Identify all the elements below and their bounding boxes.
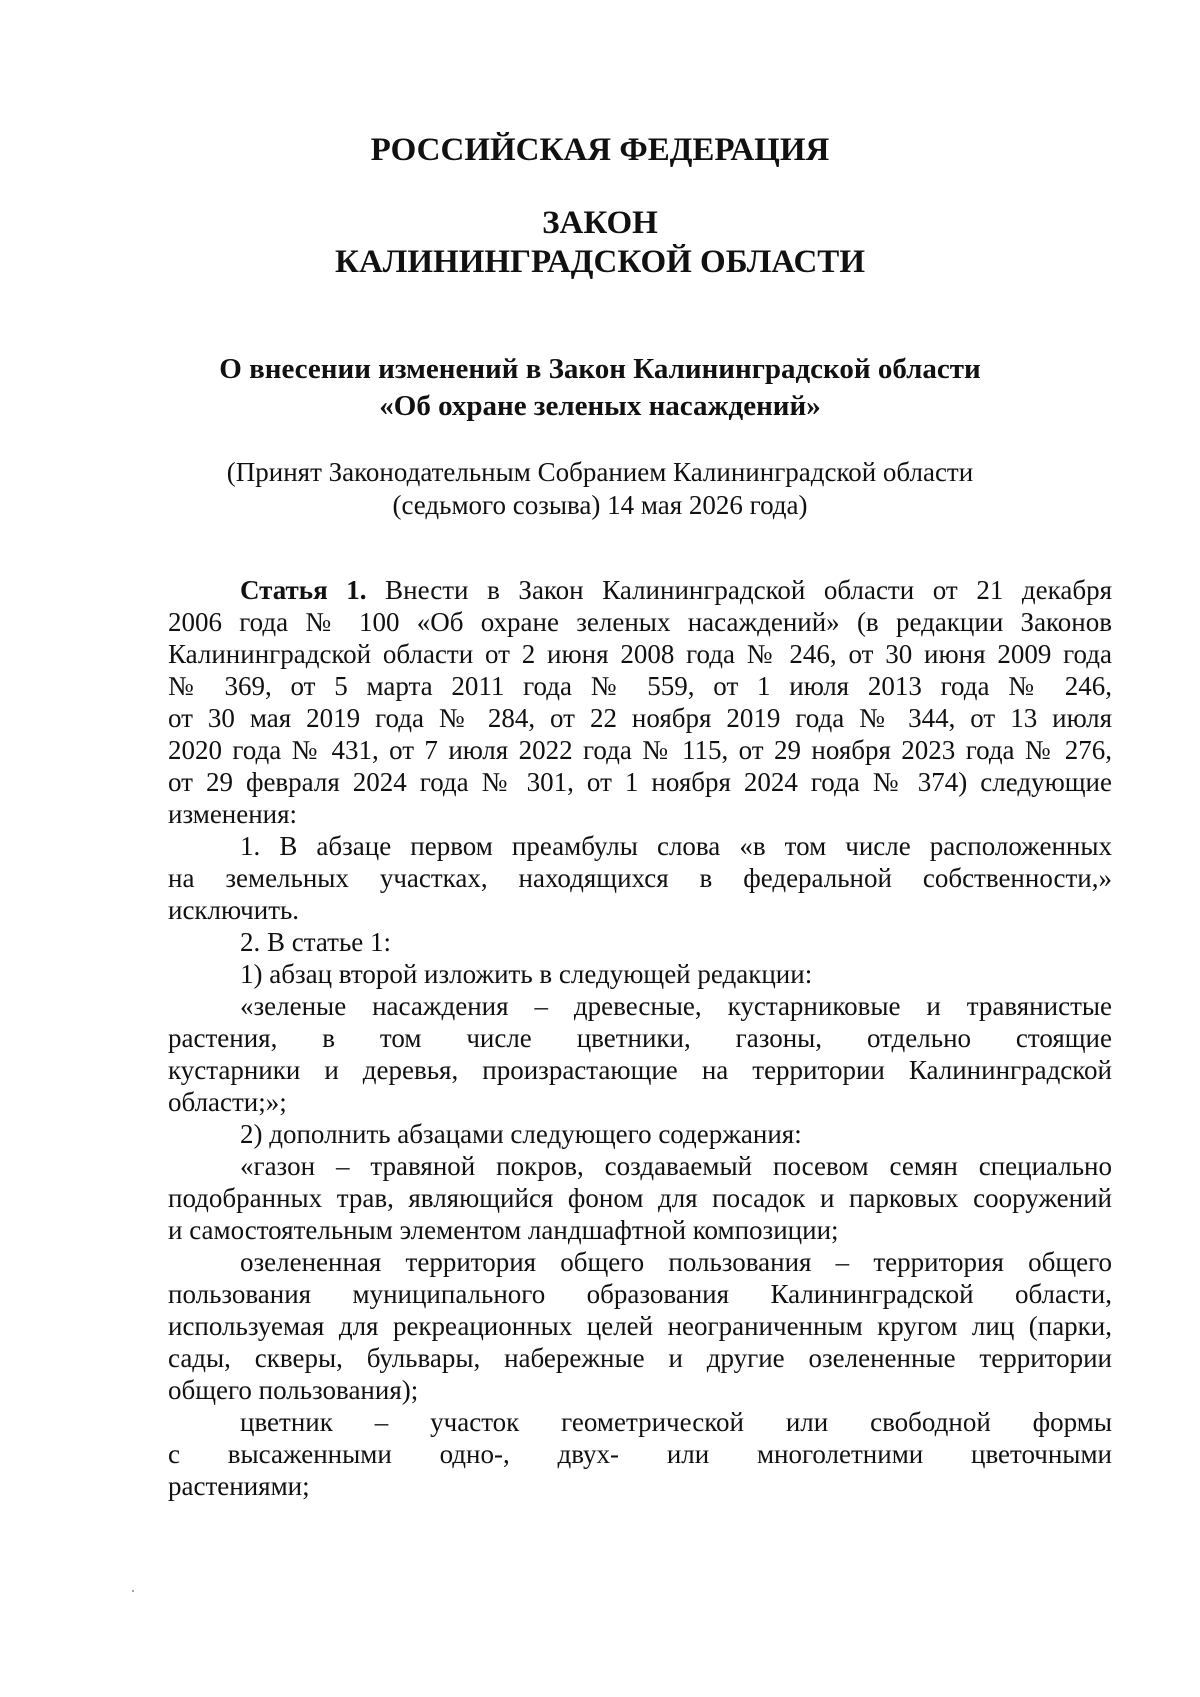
article-1-line: 2006 года № 100 «Об охране зеленых насаждений» (в редакции Законов <box>168 607 1112 637</box>
article-1-line: 2020 года № 431, от 7 июля 2022 года № 115, от 29 ноября 2023 года № 276, <box>168 735 1112 765</box>
adoption-note-line-2: (седьмого созыва) 14 мая 2026 года) <box>392 490 808 520</box>
paragraph-line: области;»; <box>168 1087 287 1117</box>
paragraph-line: используемая для рекреационных целей неограниченным кругом лиц (парки, <box>168 1311 1112 1341</box>
scan-speck <box>132 1590 134 1592</box>
article-1-line: от 30 мая 2019 года № 284, от 22 ноября 2019 года № 344, от 13 июля <box>168 703 1112 733</box>
region-heading: КАЛИНИНГРАДСКОЙ ОБЛАСТИ <box>335 244 865 280</box>
article-1-line: № 369, от 5 марта 2011 года № 559, от 1 июля 2013 года № 246, <box>168 671 1112 701</box>
article-1-line: Калининградской области от 2 июня 2008 года № 246, от 30 июня 2009 года <box>168 639 1112 669</box>
law-title-line-2: «Об охране зеленых насаждений» <box>379 390 821 422</box>
article-1-line: изменения: <box>168 799 298 829</box>
paragraph-line: с высаженными одно-, двух- или многолетними цветочными <box>168 1439 1112 1469</box>
paragraph-line: растения, в том числе цветники, газоны, отдельно стоящие <box>168 1023 1112 1053</box>
paragraph-line: «зеленые насаждения – древесные, кустарниковые и травянистые <box>240 991 1112 1021</box>
federation-heading: РОССИЙСКАЯ ФЕДЕРАЦИЯ <box>370 132 830 168</box>
paragraph-line: пользования муниципального образования Калининградской области, <box>168 1279 1112 1309</box>
paragraph-line: общего пользования); <box>168 1375 419 1405</box>
paragraph-line: подобранных трав, являющийся фоном для посадок и парковых сооружений <box>168 1183 1112 1213</box>
law-heading: ЗАКОН <box>542 205 658 241</box>
article-1-label: Статья 1. <box>240 575 367 605</box>
paragraph-line: «газон – травяной покров, создаваемый посевом семян специально <box>240 1151 1112 1181</box>
paragraph-line: на земельных участках, находящихся в федеральной собственности,» <box>168 863 1112 893</box>
paragraph-line: исключить. <box>168 895 300 925</box>
paragraph-line: цветник – участок геометрической или свободной формы <box>240 1407 1112 1437</box>
paragraph-line: и самостоятельным элементом ландшафтной композиции; <box>168 1215 839 1245</box>
law-title-line-1: О внесении изменений в Закон Калининградской области <box>219 353 981 385</box>
adoption-note-line-1: (Принят Законодательным Собранием Калининградской области <box>226 457 974 487</box>
paragraph-line: 2. В статье 1: <box>240 927 392 957</box>
paragraph-line: кустарники и деревья, произрастающие на территории Калининградской <box>168 1055 1112 1085</box>
paragraph-line: растениями; <box>168 1471 310 1501</box>
article-1-line: Статья 1. Внести в Закон Калининградской области от 21 декабря <box>240 575 1112 605</box>
paragraph-line: 1. В абзаце первом преамбулы слова «в том числе расположенных <box>240 831 1112 861</box>
paragraph-line: сады, скверы, бульвары, набережные и другие озелененные территории <box>168 1343 1112 1373</box>
paragraph-line: 2) дополнить абзацами следующего содержания: <box>240 1119 802 1149</box>
paragraph-line: 1) абзац второй изложить в следующей редакции: <box>240 959 813 989</box>
article-1-line: от 29 февраля 2024 года № 301, от 1 ноября 2024 года № 374) следующие <box>168 767 1112 797</box>
document-body <box>168 574 1112 1502</box>
paragraph-line: озелененная территория общего пользования – территория общего <box>240 1247 1112 1277</box>
